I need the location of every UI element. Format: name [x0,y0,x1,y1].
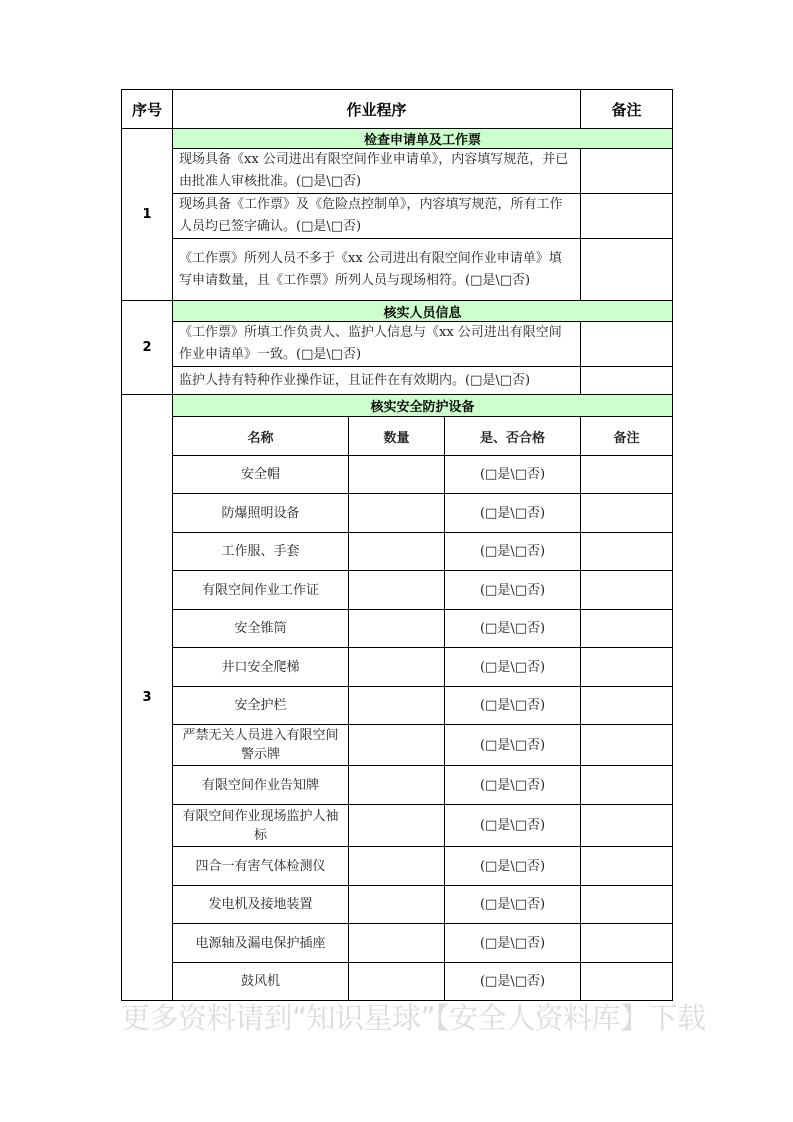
qualified-check[interactable]: (□是\□否) [445,456,581,494]
equipment-row [122,648,673,687]
quantity-cell[interactable] [349,456,445,494]
remarks-cell[interactable] [581,886,673,924]
check-item: 《工作票》所填工作负责人、监护人信息与《xx 公司进出有限空间作业申请单》一致。(□是\□否) [173,322,581,367]
equipment-name: 电源轴及漏电保护插座 [173,924,349,963]
checklist-table [121,89,673,1001]
quantity-cell[interactable] [349,571,445,610]
equipment-name: 四合一有害气体检测仪 [173,847,349,886]
quantity-cell[interactable] [349,924,445,963]
remarks-cell[interactable] [581,194,673,239]
quantity-cell[interactable] [349,494,445,533]
qualified-check[interactable]: (□是\□否) [445,886,581,924]
equipment-name: 严禁无关人员进入有限空间警示牌 [173,725,349,766]
qualified-check[interactable]: (□是\□否) [445,847,581,886]
quantity-cell[interactable] [349,886,445,924]
equipment-name: 安全护栏 [173,687,349,725]
remarks-cell[interactable] [581,687,673,725]
qualified-check[interactable]: (□是\□否) [445,571,581,610]
equipment-row [122,725,673,766]
check-item: 现场具备《工作票》及《危险点控制单》，内容填写规范，所有工作人员均已签字确认。(□是\□否) [173,194,581,239]
remarks-cell[interactable] [581,847,673,886]
remarks-cell[interactable] [581,766,673,805]
qualified-check[interactable]: (□是\□否) [445,963,581,1001]
equipment-name: 防爆照明设备 [173,494,349,533]
equipment-name: 工作服、手套 [173,533,349,571]
equipment-row [122,805,673,847]
qualified-check[interactable]: (□是\□否) [445,648,581,687]
remarks-cell[interactable] [581,610,673,648]
quantity-cell[interactable] [349,847,445,886]
remarks-cell[interactable] [581,648,673,687]
qualified-check[interactable]: (□是\□否) [445,610,581,648]
remarks-cell[interactable] [581,571,673,610]
remarks-cell[interactable] [581,924,673,963]
quantity-cell[interactable] [349,533,445,571]
seq-cell: 2 [122,301,173,395]
qualified-check[interactable]: (□是\□否) [445,766,581,805]
seq-cell: 3 [122,395,173,1001]
quantity-cell[interactable] [349,963,445,1001]
equipment-row [122,456,673,494]
remarks-cell[interactable] [581,149,673,194]
equipment-row [122,571,673,610]
col-remarks: 备注 [581,417,673,456]
check-item: 《工作票》所列人员不多于《xx 公司进出有限空间作业申请单》填写申请数量，且《工作票》所列人员与现场相符。(□是\□否) [173,239,581,301]
equipment-row [122,963,673,1001]
section-title: 核实安全防护设备 [173,395,673,417]
remarks-cell[interactable] [581,725,673,766]
section-title: 核实人员信息 [173,301,673,322]
col-name: 名称 [173,417,349,456]
equipment-name: 安全锥筒 [173,610,349,648]
remarks-cell[interactable] [581,367,673,395]
col-qualified: 是、否合格 [445,417,581,456]
remarks-cell[interactable] [581,456,673,494]
qualified-check[interactable]: (□是\□否) [445,494,581,533]
equipment-name: 发电机及接地装置 [173,886,349,924]
remarks-cell[interactable] [581,963,673,1001]
equipment-name: 井口安全爬梯 [173,648,349,687]
remarks-cell[interactable] [581,239,673,301]
header-remarks: 备注 [581,90,673,129]
qualified-check[interactable]: (□是\□否) [445,725,581,766]
qualified-check[interactable]: (□是\□否) [445,924,581,963]
equipment-name: 有限空间作业现场监护人袖标 [173,805,349,847]
header-procedure: 作业程序 [173,90,581,129]
equipment-name: 有限空间作业工作证 [173,571,349,610]
quantity-cell[interactable] [349,610,445,648]
equipment-row [122,610,673,648]
quantity-cell[interactable] [349,766,445,805]
watermark: 更多资料请到“知识星球”【安全人资料库】下载 [121,1001,706,1035]
header-seq: 序号 [122,90,173,129]
header-row [122,90,673,129]
seq-cell: 1 [122,129,173,301]
equipment-name: 鼓风机 [173,963,349,1001]
equipment-row [122,494,673,533]
equipment-row [122,847,673,886]
remarks-cell[interactable] [581,322,673,367]
equipment-row [122,924,673,963]
remarks-cell[interactable] [581,494,673,533]
equipment-name: 安全帽 [173,456,349,494]
qualified-check[interactable]: (□是\□否) [445,805,581,847]
check-item: 现场具备《xx 公司进出有限空间作业申请单》，内容填写规范，并已由批准人审核批准。(□是\□否) [173,149,581,194]
quantity-cell[interactable] [349,687,445,725]
qualified-check[interactable]: (□是\□否) [445,687,581,725]
quantity-cell[interactable] [349,648,445,687]
equipment-row [122,886,673,924]
equipment-name: 有限空间作业告知牌 [173,766,349,805]
quantity-cell[interactable] [349,725,445,766]
qualified-check[interactable]: (□是\□否) [445,533,581,571]
quantity-cell[interactable] [349,805,445,847]
remarks-cell[interactable] [581,533,673,571]
col-quantity: 数量 [349,417,445,456]
check-item: 监护人持有特种作业操作证，且证件在有效期内。(□是\□否) [173,367,581,395]
equipment-row [122,687,673,725]
remarks-cell[interactable] [581,805,673,847]
equipment-row [122,766,673,805]
equipment-row [122,533,673,571]
section-title: 检查申请单及工作票 [173,129,673,149]
